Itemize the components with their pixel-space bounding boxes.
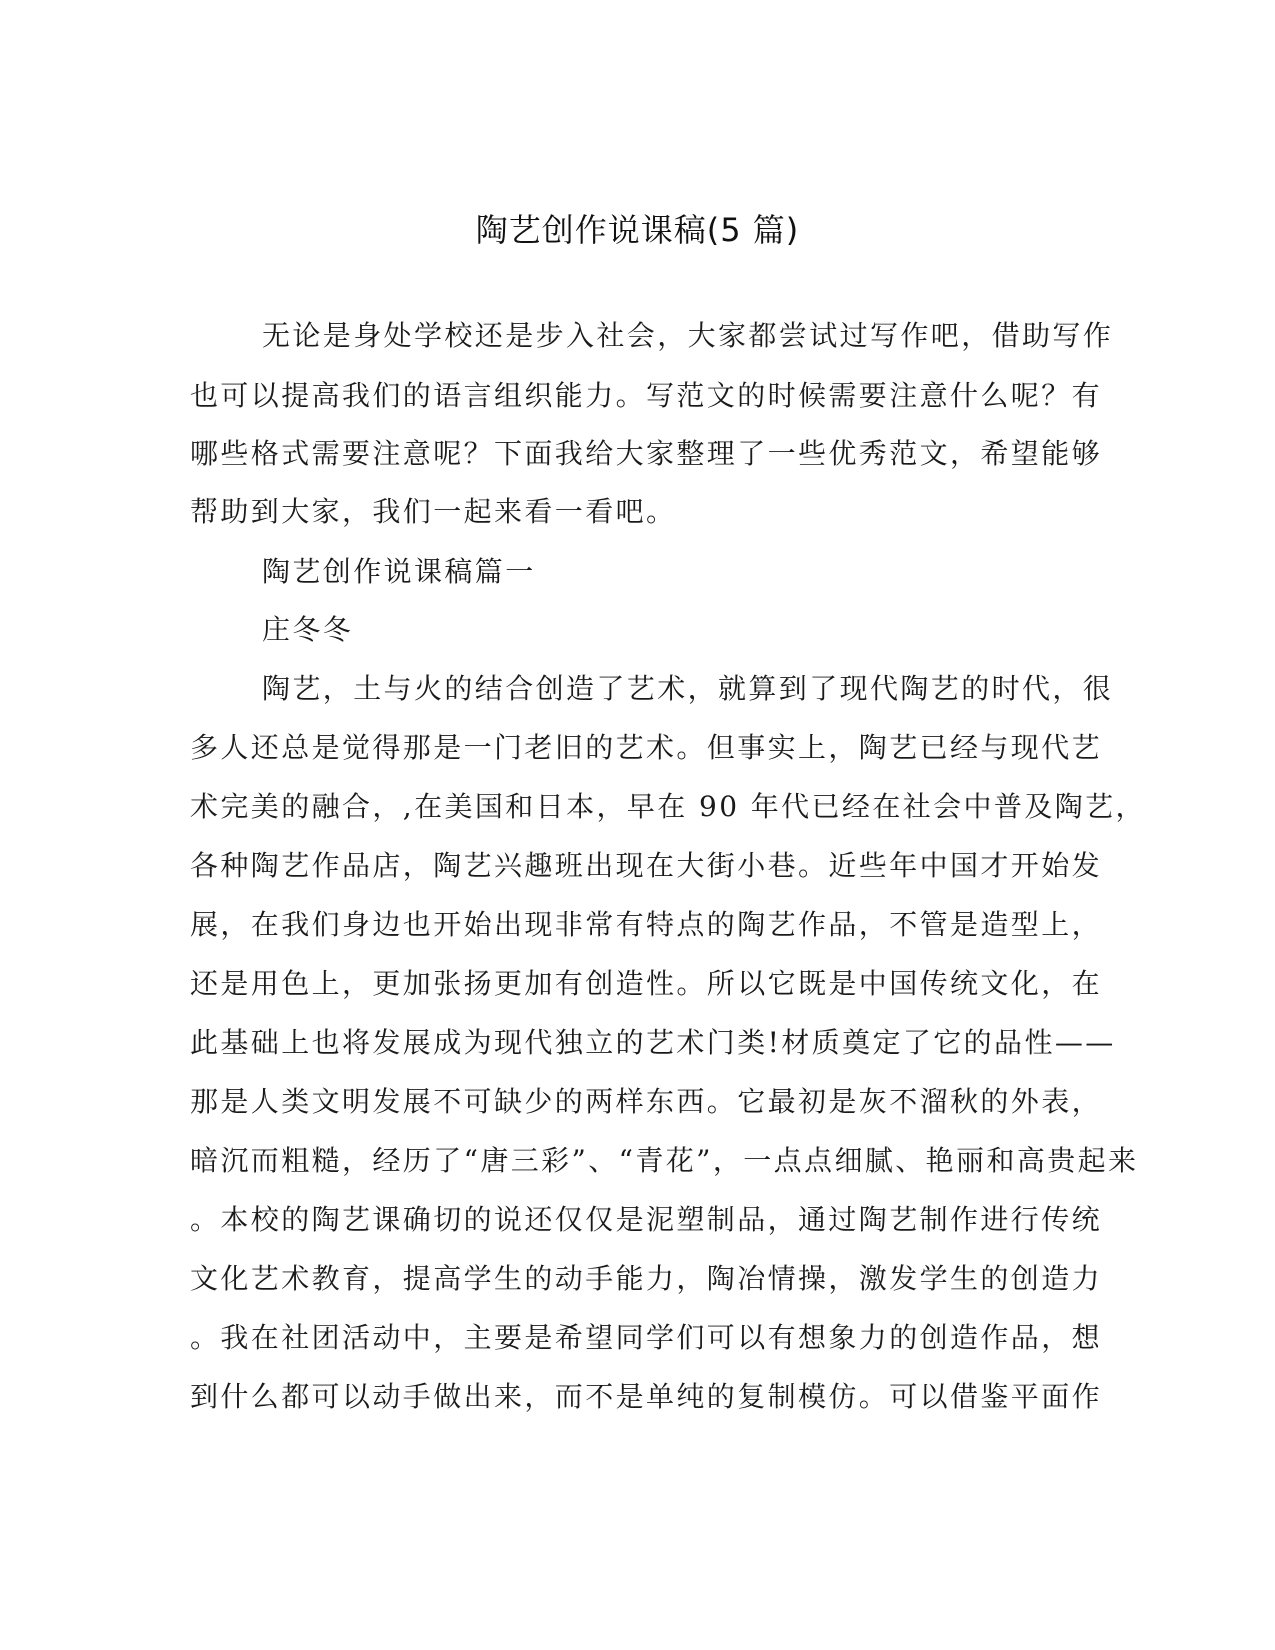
author-name: 庄冬冬 [262,613,354,646]
paragraph-line: 到什么都可以动手做出来，而不是单纯的复制模仿。可以借鉴平面作 [190,1380,1103,1413]
section-heading: 陶艺创作说课稿篇一 [262,555,536,588]
paragraph-line: 那是人类文明发展不可缺少的两样东西。它最初是灰不溜秋的外表， [190,1085,1103,1118]
paragraph-line: 也可以提高我们的语言组织能力。写范文的时候需要注意什么呢？有 [190,379,1103,412]
paragraph-line: 。我在社团活动中，主要是希望同学们可以有想象力的创造作品，想 [190,1321,1103,1354]
paragraph-line: 暗沉而粗糙，经历了“唐三彩”、“青花”，一点点细腻、艳丽和高贵起来 [190,1144,1139,1177]
paragraph-line: 陶艺，土与火的结合创造了艺术，就算到了现代陶艺的时代，很 [262,672,1114,705]
paragraph-line: 各种陶艺作品店，陶艺兴趣班出现在大街小巷。近些年中国才开始发 [190,849,1103,882]
paragraph-line: 哪些格式需要注意呢？下面我给大家整理了一些优秀范文，希望能够 [190,437,1103,470]
paragraph-line: 还是用色上，更加张扬更加有创造性。所以它既是中国传统文化，在 [190,967,1103,1000]
paragraph-line: 此基础上也将发展成为现代独立的艺术门类!材质奠定了它的品性—— [190,1026,1116,1059]
document-title: 陶艺创作说课稿(5 篇) [475,211,800,249]
paragraph-line: 无论是身处学校还是步入社会，大家都尝试过写作吧，借助写作 [262,319,1114,352]
paragraph-line: 。本校的陶艺课确切的说还仅仅是泥塑制品，通过陶艺制作进行传统 [190,1203,1103,1236]
paragraph-line: 术完美的融合，,在美国和日本，早在 90 年代已经在社会中普及陶艺， [190,790,1146,823]
paragraph-line: 多人还总是觉得那是一门老旧的艺术。但事实上，陶艺已经与现代艺 [190,731,1103,764]
paragraph-line: 帮助到大家，我们一起来看一看吧。 [190,495,677,528]
paragraph-line: 展，在我们身边也开始出现非常有特点的陶艺作品，不管是造型上， [190,908,1103,941]
paragraph-line: 文化艺术教育，提高学生的动手能力，陶冶情操，激发学生的创造力 [190,1262,1103,1295]
